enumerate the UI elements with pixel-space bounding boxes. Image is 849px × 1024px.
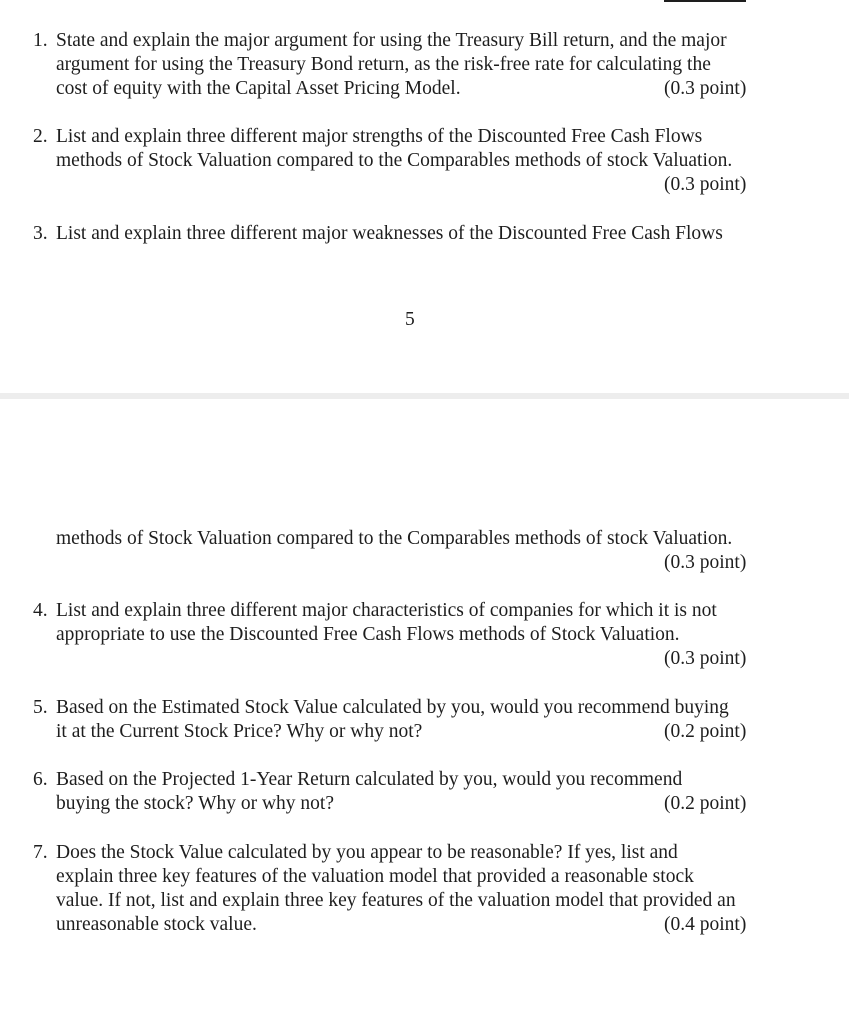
question-1-line-2: argument for using the Treasury Bond return, as the risk-free rate for calculating the <box>56 54 711 75</box>
question-6-line-2: buying the stock? Why or why not? <box>56 793 335 814</box>
question-7-points: (0.4 point) <box>664 914 747 935</box>
question-2-line-1: List and explain three different major strengths of the Discounted Free Cash Flows <box>56 126 703 147</box>
question-3-line-2: methods of Stock Valuation compared to the Comparables methods of stock Valuation. <box>56 528 733 549</box>
question-3-points: (0.3 point) <box>664 552 747 573</box>
question-1-line-1: State and explain the major argument for using the Treasury Bill return, and the major <box>56 30 727 51</box>
question-6-points: (0.2 point) <box>664 793 747 814</box>
question-4-line-2: appropriate to use the Discounted Free Cash Flows methods of Stock Valuation. <box>56 624 680 645</box>
question-4-line-1: List and explain three different major characteristics of companies for which it is not <box>56 600 717 621</box>
question-6-line-1: Based on the Projected 1-Year Return calculated by you, would you recommend <box>56 769 683 790</box>
page-break-divider <box>0 393 849 399</box>
question-4-points: (0.3 point) <box>664 648 747 669</box>
top-edge-mark <box>664 0 746 2</box>
page-number: 5 <box>405 309 415 330</box>
question-7-number: 7. <box>33 842 48 863</box>
question-7-line-4: unreasonable stock value. <box>56 914 257 935</box>
question-3-number: 3. <box>33 223 48 244</box>
question-4-number: 4. <box>33 600 48 621</box>
question-7-line-3: value. If not, list and explain three key features of the valuation model that provided an <box>56 890 736 911</box>
question-2-line-2: methods of Stock Valuation compared to the Comparables methods of stock Valuation. <box>56 150 733 171</box>
question-6-number: 6. <box>33 769 48 790</box>
question-7-line-1: Does the Stock Value calculated by you appear to be reasonable? If yes, list and <box>56 842 678 863</box>
question-5-line-1: Based on the Estimated Stock Value calculated by you, would you recommend buying <box>56 697 729 718</box>
question-5-number: 5. <box>33 697 48 718</box>
question-1-points: (0.3 point) <box>664 78 747 99</box>
question-1-line-3: cost of equity with the Capital Asset Pricing Model. <box>56 78 461 99</box>
question-5-line-2: it at the Current Stock Price? Why or why not? <box>56 721 423 742</box>
question-7-line-2: explain three key features of the valuation model that provided a reasonable stock <box>56 866 694 887</box>
question-3-line-1: List and explain three different major weaknesses of the Discounted Free Cash Flows <box>56 223 723 244</box>
question-5-points: (0.2 point) <box>664 721 747 742</box>
question-2-points: (0.3 point) <box>664 174 747 195</box>
question-1-number: 1. <box>33 30 48 51</box>
question-2-number: 2. <box>33 126 48 147</box>
